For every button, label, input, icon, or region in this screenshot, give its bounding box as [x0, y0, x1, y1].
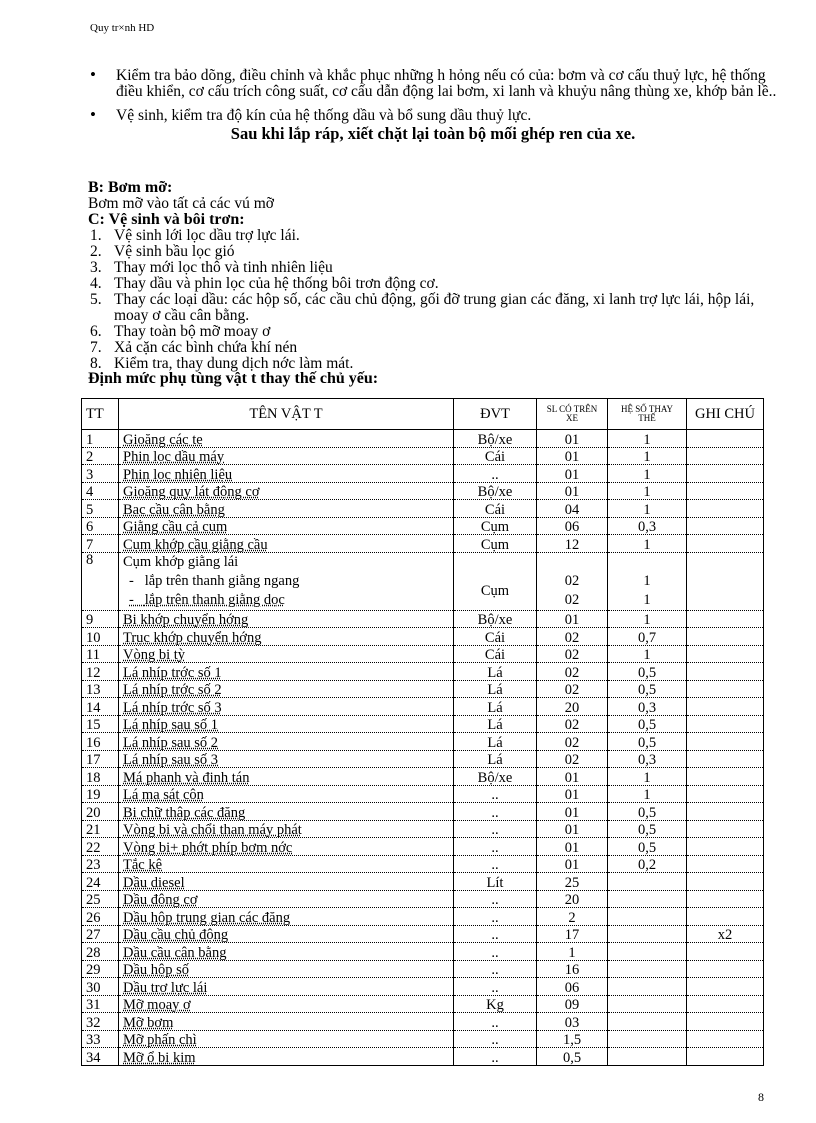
cell-note	[687, 960, 764, 978]
cell-name: Trục khớp chuyển hớng	[119, 628, 454, 646]
cell-factor: 1	[608, 430, 687, 448]
cell-unit: Cụm	[454, 535, 537, 553]
cell-name: Dầu diesel	[119, 873, 454, 891]
cell-unit: ..	[454, 1013, 537, 1031]
cell-note	[687, 698, 764, 716]
cell-quantity: 06	[537, 978, 608, 996]
cell-name: Dầu hộp số	[119, 960, 454, 978]
item-number: 2.	[90, 243, 102, 260]
cell-factor: 0,5	[608, 680, 687, 698]
cell-note	[687, 820, 764, 838]
cell-quantity: 20	[537, 698, 608, 716]
cell-tt: 14	[82, 698, 119, 716]
table-row	[82, 785, 764, 803]
cell-name: Lá nhíp trớc số 3	[119, 698, 454, 716]
cell-note	[687, 1048, 764, 1066]
bullet-icon: •	[90, 65, 96, 84]
cell-tt: 6	[82, 517, 119, 535]
cell-tt: 9	[82, 610, 119, 628]
item-text: Thay mới lọc thô và tinh nhiên liệu	[114, 259, 333, 276]
cell-name: Dầu cầu cân bằng	[119, 943, 454, 961]
cell-tt: 24	[82, 873, 119, 891]
cell-name: Dầu trợ lực lái	[119, 978, 454, 996]
table-row	[82, 628, 764, 646]
cell-factor: 1	[608, 535, 687, 553]
table-row	[82, 447, 764, 465]
cell-name: Vòng bi tỳ	[119, 645, 454, 663]
cell-tt: 5	[82, 500, 119, 518]
cell-note	[687, 768, 764, 786]
cell-unit: ..	[454, 855, 537, 873]
cell-factor	[608, 1030, 687, 1048]
cell-tt: 17	[82, 750, 119, 768]
table-row	[82, 698, 764, 716]
list-item	[88, 244, 778, 260]
table-row	[82, 663, 764, 681]
list-item	[88, 340, 778, 356]
table-row	[82, 908, 764, 926]
cell-factor	[608, 1013, 687, 1031]
cell-factor: 0,7	[608, 628, 687, 646]
cell-note	[687, 750, 764, 768]
cell-quantity: 02	[537, 733, 608, 751]
cell-tt: 29	[82, 960, 119, 978]
cell-factor: 1	[608, 785, 687, 803]
cell-unit: Cái	[454, 628, 537, 646]
cell-name: Lá nhíp sau số 3	[119, 750, 454, 768]
table-row	[82, 873, 764, 891]
cell-tt: 12	[82, 663, 119, 681]
cell-name: Dầu cầu chủ động	[119, 925, 454, 943]
cell-factor	[608, 943, 687, 961]
list-item	[88, 356, 778, 372]
list-item	[88, 228, 778, 244]
cell-unit: ..	[454, 803, 537, 821]
cell-quantity: 01	[537, 768, 608, 786]
item-number: 8.	[90, 355, 102, 372]
cell-name: Lá nhíp trớc số 1	[119, 663, 454, 681]
cell-tt: 13	[82, 680, 119, 698]
cell-unit: ..	[454, 838, 537, 856]
table-row	[82, 1030, 764, 1048]
cell-note	[687, 943, 764, 961]
bullet-text: Vệ sinh, kiểm tra độ kín của hệ thống dầu và bổ sung dầu thuỷ lực.	[116, 107, 532, 124]
item-number: 4.	[90, 275, 102, 292]
page-number: 8	[758, 1090, 764, 1104]
table-row	[82, 960, 764, 978]
cell-unit: Bộ/xe	[454, 768, 537, 786]
cell-tt: 22	[82, 838, 119, 856]
cell-quantity: 01	[537, 610, 608, 628]
cell-factor: 1	[608, 482, 687, 500]
cell-tt: 20	[82, 803, 119, 821]
cell-quantity	[537, 552, 608, 610]
cell-quantity: 01	[537, 465, 608, 483]
cell-note	[687, 803, 764, 821]
cell-note	[687, 733, 764, 751]
cell-tt: 26	[82, 908, 119, 926]
cell-factor: 0,5	[608, 803, 687, 821]
cell-name	[119, 552, 454, 610]
cell-factor: 0,3	[608, 750, 687, 768]
cell-tt: 16	[82, 733, 119, 751]
cell-unit: ..	[454, 1030, 537, 1048]
item-text: Thay các loại dầu: các hộp số, các cầu chủ động, gối đỡ trung gian các đăng, xi lanh trợ lực lái, hộp lái, moay ơ cầu cân bằng.	[114, 291, 755, 324]
cell-quantity: 04	[537, 500, 608, 518]
cell-note	[687, 517, 764, 535]
cell-name: Mỡ moay ơ	[119, 995, 454, 1013]
cell-note	[687, 1013, 764, 1031]
cell-unit: Lá	[454, 680, 537, 698]
section-c-list	[88, 228, 778, 372]
bullet-text: Kiểm tra bảo dõng, điều chỉnh và khắc phục những h hỏng nếu có của: bơm và cơ cấu thuỷ lực, hệ thống điều khiển, cơ cấu trích công suất, cơ cấu dẫn động lai bơm, xi lanh và khuỷu nâng thùng xe, khớp bản lề..	[116, 67, 777, 100]
cell-quantity: 01	[537, 430, 608, 448]
cell-unit: ..	[454, 925, 537, 943]
item-text: Vệ sinh lới lọc dầu trợ lực lái.	[114, 227, 300, 244]
bullet-item	[88, 65, 778, 100]
header-unit: ĐVT	[454, 399, 537, 430]
table-row	[82, 645, 764, 663]
cell-factor: 0,2	[608, 855, 687, 873]
header-quantity: SL CÓ TRÊN XE	[537, 399, 608, 430]
table-row	[82, 715, 764, 733]
cell-factor: 0,5	[608, 715, 687, 733]
section-b-text: Bơm mỡ vào tất cả các vú mỡ	[88, 195, 274, 212]
row8-sl-1: 02	[564, 572, 580, 589]
cell-name: Dầu động cơ	[119, 890, 454, 908]
item-number: 6.	[90, 323, 102, 340]
cell-factor	[608, 1048, 687, 1066]
cell-note	[687, 785, 764, 803]
cell-factor	[608, 908, 687, 926]
cell-note	[687, 715, 764, 733]
cell-name: Dầu hộp trung gian các đăng	[119, 908, 454, 926]
row8-sub-2-text: lắp trên thanh giằng dọc	[144, 591, 285, 608]
cell-quantity: 12	[537, 535, 608, 553]
cell-quantity: 01	[537, 482, 608, 500]
cell-name: Giằng cầu cả cụm	[119, 517, 454, 535]
cell-name: Phin lọc nhiên liệu	[119, 465, 454, 483]
cell-quantity: 02	[537, 663, 608, 681]
item-number: 3.	[90, 259, 102, 276]
cell-name: Gioăng các te	[119, 430, 454, 448]
cell-quantity: 0,5	[537, 1048, 608, 1066]
cell-quantity: 1	[537, 943, 608, 961]
cell-factor: 1	[608, 610, 687, 628]
cell-quantity: 09	[537, 995, 608, 1013]
bold-note: Sau khi lắp ráp, xiết chặt lại toàn bộ mối ghép ren của xe.	[230, 124, 636, 143]
cell-tt: 19	[82, 785, 119, 803]
cell-factor	[608, 873, 687, 891]
cell-quantity: 17	[537, 925, 608, 943]
header-factor: HỆ SỐ THAY THẾ	[608, 399, 687, 430]
cell-factor: 0,3	[608, 698, 687, 716]
cell-factor: 1	[608, 447, 687, 465]
cell-unit: ..	[454, 1048, 537, 1066]
cell-quantity: 01	[537, 838, 608, 856]
cell-note	[687, 680, 764, 698]
cell-name: Lá ma sát côn	[119, 785, 454, 803]
cell-factor	[608, 995, 687, 1013]
cell-quantity: 01	[537, 820, 608, 838]
cell-unit: ..	[454, 785, 537, 803]
table-row	[82, 890, 764, 908]
cell-note	[687, 838, 764, 856]
cell-note	[687, 500, 764, 518]
cell-name: Tắc kê	[119, 855, 454, 873]
cell-name: Vòng bi+ phớt phíp bơm nớc	[119, 838, 454, 856]
cell-factor: 1	[608, 645, 687, 663]
cell-tt: 30	[82, 978, 119, 996]
table-row	[82, 733, 764, 751]
cell-factor: 0,5	[608, 663, 687, 681]
cell-tt: 7	[82, 535, 119, 553]
table-title: Định mức phụ tùng vật t thay thế chủ yếu:	[88, 370, 379, 387]
cell-note	[687, 447, 764, 465]
item-number: 5.	[90, 291, 102, 308]
table-body-top	[82, 430, 764, 553]
list-item	[88, 324, 778, 340]
cell-name: Bi chữ thập các đăng	[119, 803, 454, 821]
table-header-row	[82, 399, 764, 430]
cell-tt: 25	[82, 890, 119, 908]
table-row	[82, 465, 764, 483]
parts-table	[81, 398, 764, 1066]
cell-unit: ..	[454, 820, 537, 838]
table-row	[82, 500, 764, 518]
cell-name: Mỡ phấn chì	[119, 1030, 454, 1048]
cell-note	[687, 873, 764, 891]
cell-quantity: 02	[537, 750, 608, 768]
cell-note	[687, 430, 764, 448]
cell-quantity: 03	[537, 1013, 608, 1031]
cell-tt: 4	[82, 482, 119, 500]
cell-name: Bạc cầu cân bằng	[119, 500, 454, 518]
cell-tt: 1	[82, 430, 119, 448]
cell-note	[687, 1030, 764, 1048]
cell-unit: ..	[454, 890, 537, 908]
cell-factor: 1	[608, 768, 687, 786]
cell-factor: 0,5	[608, 733, 687, 751]
cell-tt: 32	[82, 1013, 119, 1031]
row8-sub-1: - lắp trên thanh giằng ngang	[129, 572, 300, 589]
cell-factor	[608, 552, 687, 610]
table-row	[82, 995, 764, 1013]
cell-quantity: 1,5	[537, 1030, 608, 1048]
cell-unit: ..	[454, 960, 537, 978]
row8-sl-2: 02	[564, 591, 580, 608]
cell-note	[687, 663, 764, 681]
item-number: 1.	[90, 227, 102, 244]
cell-name: Phin lọc dầu máy	[119, 447, 454, 465]
cell-name: Mỡ bơm	[119, 1013, 454, 1031]
cell-unit: Kg	[454, 995, 537, 1013]
cell-tt: 11	[82, 645, 119, 663]
cell-note	[687, 890, 764, 908]
cell-name: Má phanh và đinh tán	[119, 768, 454, 786]
cell-quantity: 01	[537, 785, 608, 803]
table-row	[82, 803, 764, 821]
cell-note	[687, 535, 764, 553]
cell-quantity: 01	[537, 855, 608, 873]
table-row	[82, 838, 764, 856]
bullet-icon: •	[90, 105, 96, 124]
cell-factor: 0,3	[608, 517, 687, 535]
cell-note	[687, 908, 764, 926]
cell-note	[687, 978, 764, 996]
cell-unit: Lá	[454, 663, 537, 681]
cell-tt: 18	[82, 768, 119, 786]
cell-note	[687, 482, 764, 500]
cell-factor: 0,5	[608, 820, 687, 838]
cell-factor: 1	[608, 500, 687, 518]
item-number: 7.	[90, 339, 102, 356]
cell-tt: 34	[82, 1048, 119, 1066]
cell-note	[687, 610, 764, 628]
section-b-heading: B: Bơm mỡ:	[88, 179, 173, 196]
row8-sub-2: - lắp trên thanh giằng dọc	[129, 591, 285, 608]
table-body-row8	[82, 552, 764, 610]
cell-quantity: 02	[537, 715, 608, 733]
table-row	[82, 610, 764, 628]
item-text: Xả cặn các bình chứa khí nén	[114, 339, 298, 356]
cell-name: Bi khớp chuyển hớng	[119, 610, 454, 628]
cell-note	[687, 465, 764, 483]
cell-note	[687, 995, 764, 1013]
cell-name: Lá nhíp trớc số 2	[119, 680, 454, 698]
table-row	[82, 768, 764, 786]
cell-note	[687, 628, 764, 646]
cell-factor	[608, 960, 687, 978]
cell-factor: 1	[608, 465, 687, 483]
table-row	[82, 535, 764, 553]
item-text: Vệ sinh bầu lọc gió	[114, 243, 235, 260]
cell-unit: Lá	[454, 698, 537, 716]
list-item	[88, 292, 778, 324]
cell-name: Vòng bi và chổi than máy phát	[119, 820, 454, 838]
cell-unit: Cái	[454, 500, 537, 518]
cell-tt: 21	[82, 820, 119, 838]
table-row	[82, 943, 764, 961]
list-item	[88, 276, 778, 292]
section-c-heading: C: Vệ sinh và bôi trơn:	[88, 211, 245, 228]
cell-unit: Lít	[454, 873, 537, 891]
table-row	[82, 978, 764, 996]
item-text: Kiểm tra, thay dung dịch nớc làm mát.	[114, 355, 354, 372]
table-row	[82, 750, 764, 768]
cell-factor: 0,5	[608, 838, 687, 856]
list-item	[88, 260, 778, 276]
cell-unit: Cụm	[454, 552, 537, 610]
table-row	[82, 1048, 764, 1066]
table-row	[82, 820, 764, 838]
cell-tt: 3	[82, 465, 119, 483]
cell-unit: Lá	[454, 715, 537, 733]
page-header: Quy tr×nh HD	[90, 22, 155, 34]
header-note: GHI CHÚ	[687, 399, 764, 430]
cell-name: Lá nhíp sau số 2	[119, 733, 454, 751]
cell-unit: Cái	[454, 645, 537, 663]
cell-tt: 27	[82, 925, 119, 943]
cell-tt: 8	[82, 552, 119, 610]
cell-note: x2	[687, 925, 764, 943]
cell-tt: 23	[82, 855, 119, 873]
cell-quantity: 25	[537, 873, 608, 891]
cell-factor	[608, 890, 687, 908]
cell-unit: Lá	[454, 750, 537, 768]
cell-quantity: 02	[537, 645, 608, 663]
header-tt: TT	[82, 399, 119, 430]
cell-note	[687, 552, 764, 610]
cell-name: Cụm khớp cầu giằng cầu	[119, 535, 454, 553]
bullet-list	[88, 65, 778, 143]
cell-quantity: 20	[537, 890, 608, 908]
row8-hs-2: 1	[643, 591, 651, 608]
cell-unit: ..	[454, 978, 537, 996]
cell-unit: Cụm	[454, 517, 537, 535]
item-text: Thay dầu và phin lọc của hệ thống bôi trơn động cơ.	[114, 275, 439, 292]
row8-sub-1-text: lắp trên thanh giằng ngang	[144, 572, 300, 589]
table-row	[82, 855, 764, 873]
cell-quantity: 01	[537, 447, 608, 465]
cell-note	[687, 855, 764, 873]
table-row	[82, 680, 764, 698]
cell-tt: 28	[82, 943, 119, 961]
cell-unit: Bộ/xe	[454, 610, 537, 628]
cell-unit: ..	[454, 465, 537, 483]
cell-tt: 2	[82, 447, 119, 465]
cell-tt: 31	[82, 995, 119, 1013]
cell-tt: 10	[82, 628, 119, 646]
row8-hs-1: 1	[643, 572, 651, 589]
cell-name: Lá nhíp sau số 1	[119, 715, 454, 733]
cell-tt: 15	[82, 715, 119, 733]
header-name: TÊN VẬT T	[119, 399, 454, 430]
cell-quantity: 01	[537, 803, 608, 821]
cell-factor	[608, 925, 687, 943]
cell-factor	[608, 978, 687, 996]
maintenance-sections	[88, 180, 778, 387]
cell-tt: 33	[82, 1030, 119, 1048]
row8-name: Cụm khớp giằng lái	[123, 553, 239, 570]
cell-unit: Bộ/xe	[454, 430, 537, 448]
item-text: Thay toàn bộ mỡ moay ơ	[114, 323, 271, 340]
cell-quantity: 06	[537, 517, 608, 535]
table-row	[82, 430, 764, 448]
table-row	[82, 552, 764, 610]
cell-unit: ..	[454, 943, 537, 961]
table-row	[82, 482, 764, 500]
cell-quantity: 16	[537, 960, 608, 978]
cell-unit: ..	[454, 908, 537, 926]
cell-name: Gioăng quy lát động cơ	[119, 482, 454, 500]
bullet-item	[88, 105, 778, 124]
table-row	[82, 925, 764, 943]
cell-quantity: 02	[537, 628, 608, 646]
cell-name: Mỡ ổ bi kim	[119, 1048, 454, 1066]
table-body-bottom	[82, 610, 764, 1065]
cell-unit: Lá	[454, 733, 537, 751]
cell-note	[687, 645, 764, 663]
cell-quantity: 2	[537, 908, 608, 926]
cell-unit: Bộ/xe	[454, 482, 537, 500]
cell-quantity: 02	[537, 680, 608, 698]
cell-unit: Cái	[454, 447, 537, 465]
table-row	[82, 1013, 764, 1031]
table-row	[82, 517, 764, 535]
